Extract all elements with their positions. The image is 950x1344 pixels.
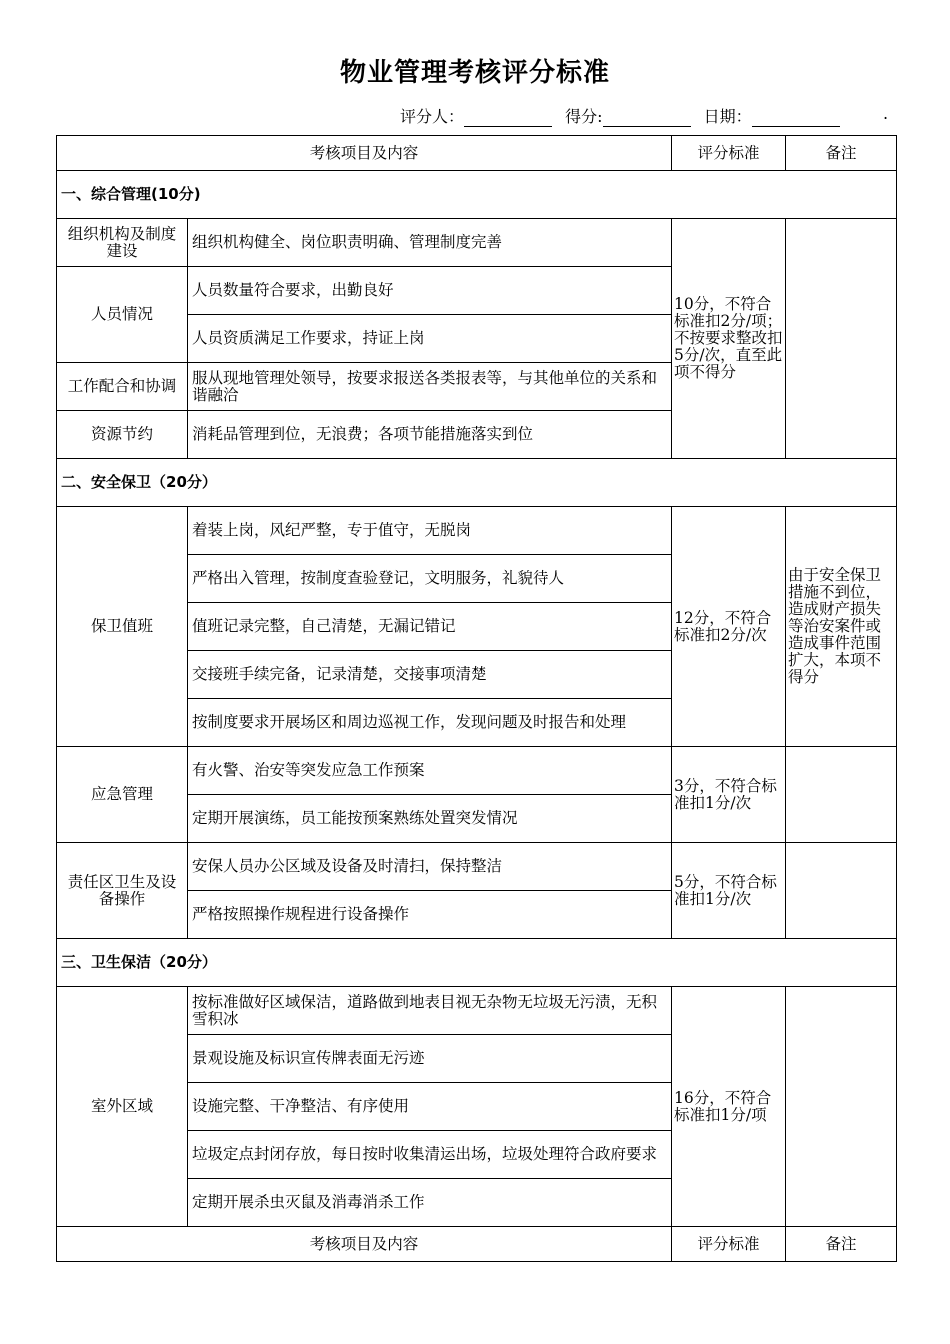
table-row (57, 219, 897, 267)
group-name: 组织机构及制度建设 (57, 219, 188, 267)
item-text: 服从现地管理处领导，按要求报送各类报表等，与其他单位的关系和谐融洽 (188, 363, 672, 411)
item-text: 按标准做好区域保洁，道路做到地表目视无杂物无垃圾无污渍，无积雪积冰 (188, 987, 672, 1035)
item-text: 值班记录完整，自己清楚，无漏记错记 (188, 603, 672, 651)
section-title: 二、安全保卫（20分） (57, 459, 897, 507)
table-row (57, 987, 897, 1035)
item-text: 人员数量符合要求，出勤良好 (188, 267, 672, 315)
item-text: 消耗品管理到位，无浪费；各项节能措施落实到位 (188, 411, 672, 459)
header-standard: 评分标准 (672, 136, 786, 171)
table-header-row (57, 136, 897, 171)
group-name: 人员情况 (57, 267, 188, 363)
remark-cell (786, 843, 897, 939)
score-field[interactable] (603, 110, 691, 127)
signature-line (400, 104, 895, 128)
item-text: 交接班手续完备，记录清楚，交接事项清楚 (188, 651, 672, 699)
remark-cell (786, 987, 897, 1227)
group-name: 应急管理 (57, 747, 188, 843)
header-remark: 备注 (786, 136, 897, 171)
remark-cell: 由于安全保卫措施不到位，造成财产损失等治安案件或造成事件范围扩大，本项不得分 (786, 507, 897, 747)
footer-items: 考核项目及内容 (57, 1227, 672, 1262)
trailing-dot: . (883, 104, 889, 123)
page-title: 物业管理考核评分标准 (339, 58, 610, 88)
group-name: 资源节约 (57, 411, 188, 459)
item-text: 定期开展演练，员工能按预案熟练处置突发情况 (188, 795, 672, 843)
remark-cell (786, 747, 897, 843)
item-text: 设施完整、干净整洁、有序使用 (188, 1083, 672, 1131)
item-text: 定期开展杀虫灭鼠及消毒消杀工作 (188, 1179, 672, 1227)
item-text: 严格按照操作规程进行设备操作 (188, 891, 672, 939)
item-text: 景观设施及标识宣传牌表面无污迹 (188, 1035, 672, 1083)
score-standard: 12分，不符合标准扣2分/次 (672, 507, 786, 747)
section-title: 一、综合管理(10分) (57, 171, 897, 219)
scorer-field[interactable] (464, 110, 552, 127)
section-title: 三、卫生保洁（20分） (57, 939, 897, 987)
item-text: 着装上岗，风纪严整，专于值守，无脱岗 (188, 507, 672, 555)
footer-remark: 备注 (786, 1227, 897, 1262)
scorer-label: 评分人： (400, 107, 465, 126)
group-name: 工作配合和协调 (57, 363, 188, 411)
item-text: 安保人员办公区域及设备及时清扫，保持整洁 (188, 843, 672, 891)
date-field[interactable] (752, 110, 840, 127)
item-text: 有火警、治安等突发应急工作预案 (188, 747, 672, 795)
group-name: 责任区卫生及设备操作 (57, 843, 188, 939)
table-row (57, 747, 897, 795)
assessment-table (56, 135, 897, 1262)
group-name: 保卫值班 (57, 507, 188, 747)
date-label: 日期： (703, 107, 752, 126)
score-standard: 16分，不符合标准扣1分/项 (672, 987, 786, 1227)
table-footer-row (57, 1227, 897, 1262)
item-text: 垃圾定点封闭存放，每日按时收集清运出场，垃圾处理符合政府要求 (188, 1131, 672, 1179)
item-text: 按制度要求开展场区和周边巡视工作，发现问题及时报告和处理 (188, 699, 672, 747)
score-standard: 5分，不符合标准扣1分/次 (672, 843, 786, 939)
section-row (57, 459, 897, 507)
group-name: 室外区域 (57, 987, 188, 1227)
header-items: 考核项目及内容 (57, 136, 672, 171)
section-row (57, 171, 897, 219)
item-text: 严格出入管理，按制度查验登记，文明服务，礼貌待人 (188, 555, 672, 603)
table-row (57, 843, 897, 891)
item-text: 人员资质满足工作要求，持证上岗 (188, 315, 672, 363)
table-row (57, 507, 897, 555)
score-standard: 3分，不符合标准扣1分/次 (672, 747, 786, 843)
item-text: 组织机构健全、岗位职责明确、管理制度完善 (188, 219, 672, 267)
remark-cell (786, 219, 897, 459)
score-label: 得分: (565, 107, 603, 126)
section-row (57, 939, 897, 987)
score-standard: 10分，不符合标准扣2分/项；不按要求整改扣5分/次，直至此项不得分 (672, 219, 786, 459)
footer-standard: 评分标准 (672, 1227, 786, 1262)
